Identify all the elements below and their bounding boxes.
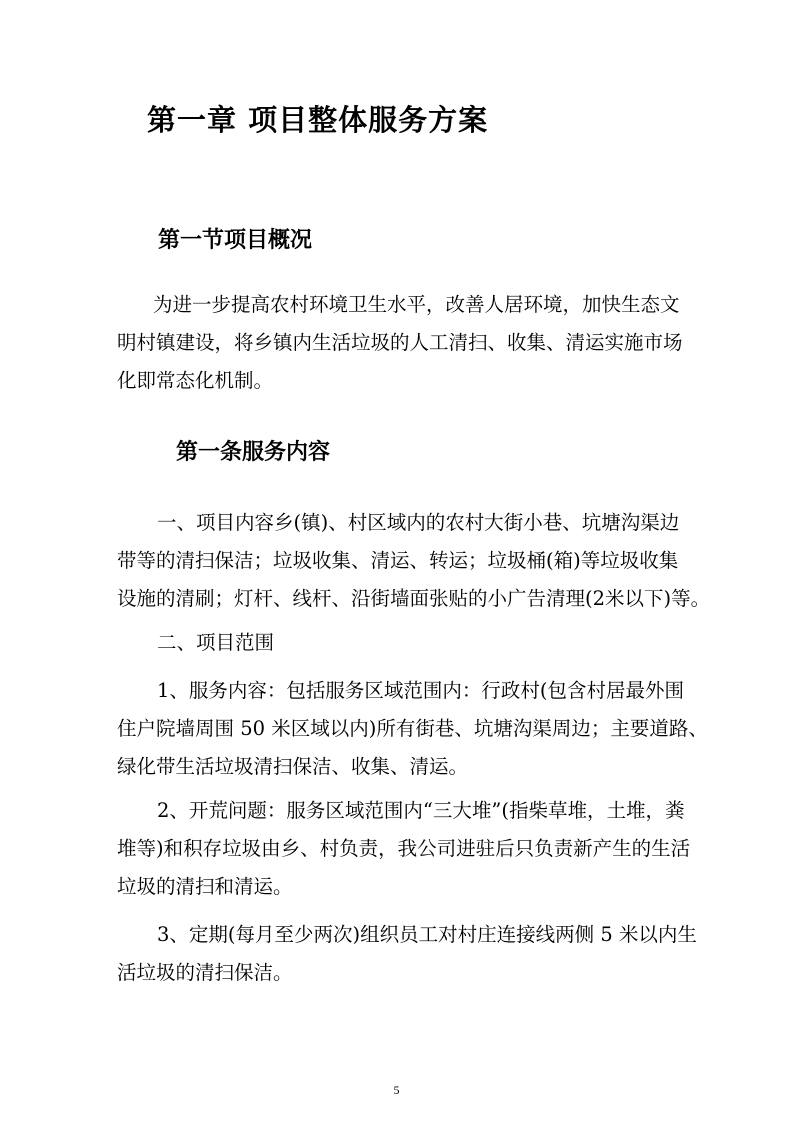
paragraph-line: 明村镇建设，将乡镇内生活垃圾的人工清扫、收集、清运实施市场 [117, 331, 683, 354]
section-title: 第一节项目概况 [158, 227, 313, 253]
project-scope-heading [117, 624, 687, 662]
paragraph-line: 1、服务内容：包括服务区域范围内：行政村(包含村居最外围 [157, 679, 685, 702]
scope-item-1 [117, 672, 708, 786]
page-number: 5 [393, 1083, 400, 1097]
paragraph-line: 一、项目内容乡(镇)、村区域内的农村大街小巷、坑塘沟渠边 [157, 511, 680, 534]
service-content-paragraph [117, 504, 711, 618]
scope-item-2 [117, 792, 691, 906]
paragraph-line: 3、定期(每月至少两次)组织员工对村庄连接线两侧 5 米以内生 [157, 923, 697, 946]
paragraph-line: 垃圾的清扫和清运。 [117, 875, 293, 898]
chapter-title: 第一章 项目整体服务方案 [147, 103, 489, 137]
paragraph-line: 带等的清扫保洁；垃圾收集、清运、转运；垃圾桶(箱)等垃圾收集 [117, 549, 679, 572]
article-title: 第一条服务内容 [176, 439, 331, 465]
paragraph-line: 2、开荒问题：服务区域范围内“三大堆”(指柴草堆，土堆，粪 [157, 799, 685, 822]
paragraph-line: 堆等)和积存垃圾由乡、村负责，我公司进驻后只负责新产生的生活 [117, 837, 691, 860]
paragraph-line: 为进一步提高农村环境卫生水平，改善人居环境，加快生态文 [153, 293, 680, 316]
paragraph-line: 化即常态化机制。 [117, 369, 274, 392]
paragraph-line: 活垃圾的清扫保洁。 [117, 961, 293, 984]
scope-item-3 [117, 916, 697, 992]
intro-paragraph [117, 286, 687, 400]
paragraph-line: 绿化带生活垃圾清扫保洁、收集、清运。 [117, 755, 469, 778]
paragraph-line: 住户院墙周围 50 米区域以内)所有街巷、坑塘沟渠周边；主要道路、 [117, 717, 708, 740]
paragraph-line: 二、项目范围 [157, 631, 275, 654]
paragraph-line: 设施的清刷；灯杆、线杆、沿街墙面张贴的小广告清理(2米以下)等。 [117, 587, 711, 610]
